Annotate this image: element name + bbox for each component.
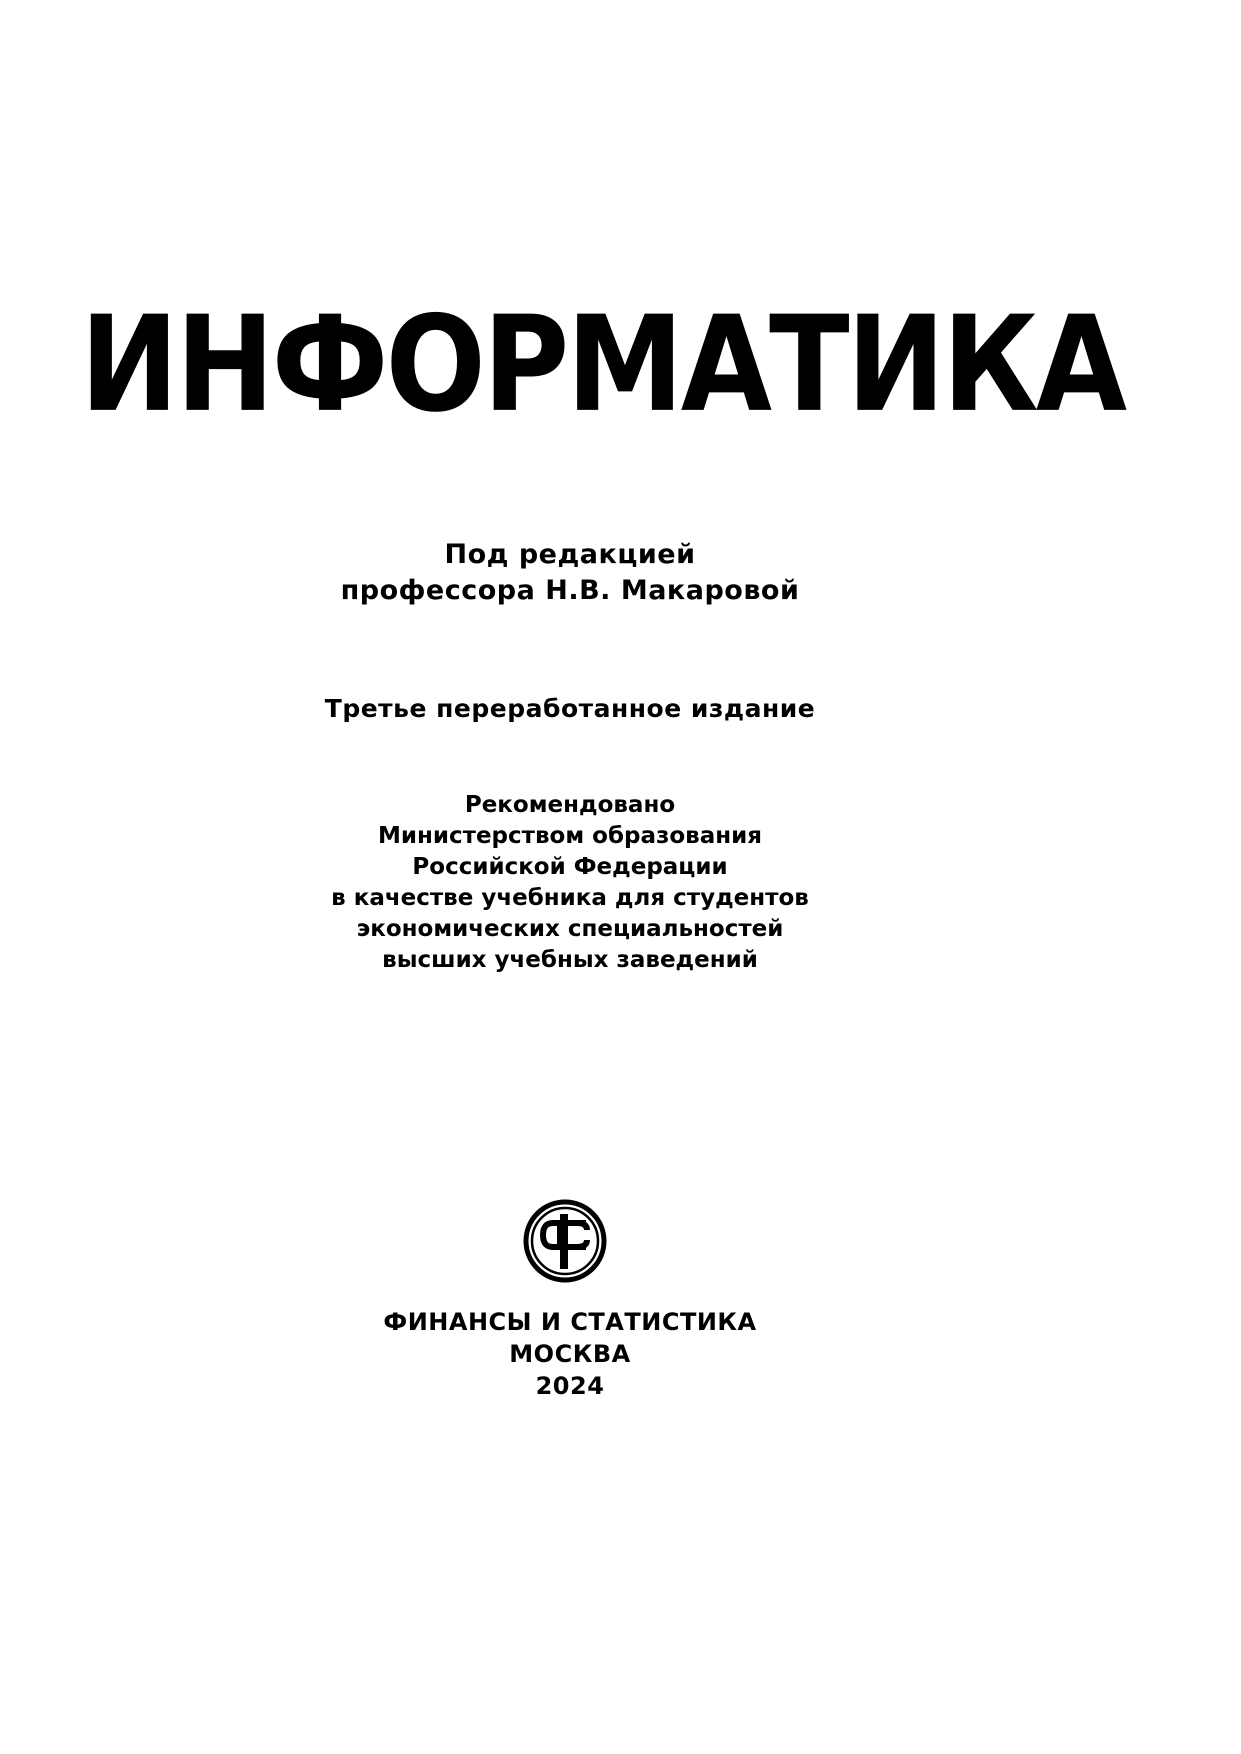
recommendation-line: экономических специальностей [356,916,784,942]
publisher-city: МОСКВА [509,1340,631,1368]
book-title: ИНФОРМАТИКА [80,286,1125,442]
publisher-logo-icon [523,1199,607,1283]
recommendation-line: высших учебных заведений [382,947,758,973]
recommendation-line: Российской Федерации [412,854,728,880]
recommendation-block [0,790,1140,976]
publisher-block [0,1306,1140,1402]
editor-block [0,537,1140,609]
recommendation-line: в качестве учебника для студентов [331,885,809,911]
recommendation-line: Рекомендовано [464,792,676,818]
publication-year: 2024 [535,1372,605,1400]
recommendation-line: Министерством образования [377,823,763,849]
edition-note: Третье переработанное издание [324,694,816,723]
title-block [80,280,1160,440]
editor-name-line: профессора Н.В. Макаровой [340,575,800,606]
editor-line: Под редакцией [444,539,696,570]
publisher-name: ФИНАНСЫ И СТАТИСТИКА [383,1308,757,1336]
